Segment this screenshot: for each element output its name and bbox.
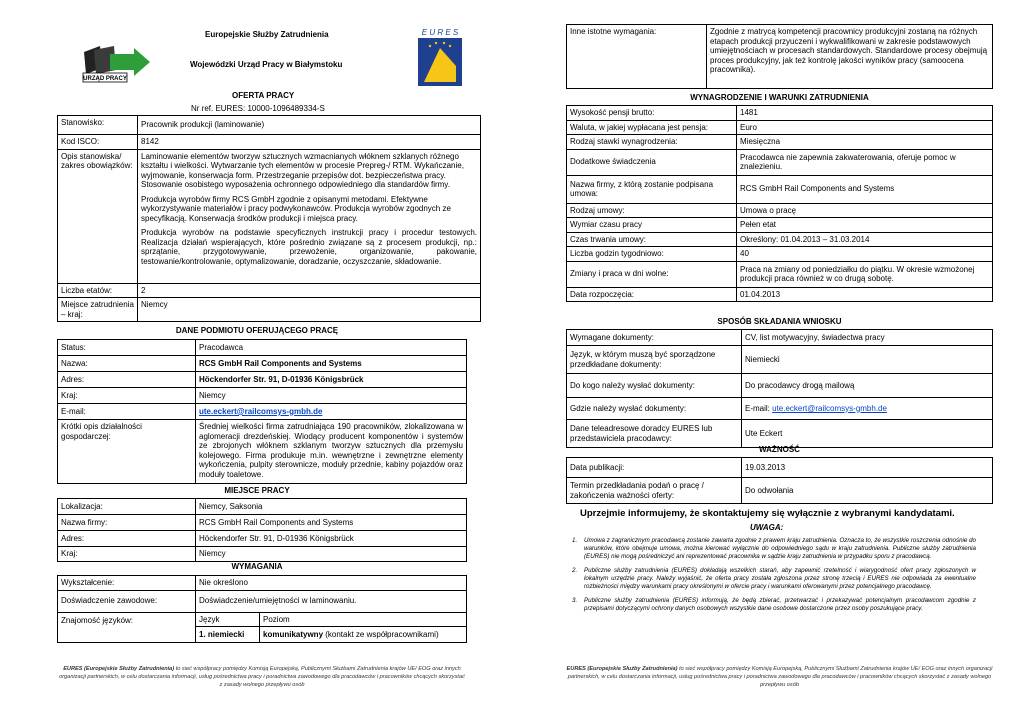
footer-left-rest: to sieć współpracy pomiędzy Komisją Europejską, Publicznymi Służbami Zatrudnienia krajów UE/ EOG oraz innych organizacji partnerskich, w celu dostarczania informacji, usług pośrednictwa pracy i poradnictwa zawodowego dla pracodawców i pracowników chcących skorzystać z zasady wolnego przepływu osób — [59, 666, 465, 688]
deadline-label: Termin przedkładania podań o pracę / zakończenia ważności oferty: — [567, 478, 742, 504]
job-table — [57, 115, 481, 322]
employer-activity-value: Średniej wielkości firma zatrudniająca 190 pracowników, zlokalizowana w aglomeracji drezdeńskiej. Wiodący producent komponentów i systemów ze zbrojonych włóknem szklanym tworzyw sztucznych dla przemysłu kolejowego. Firma produkuje m.in. wewnętrzne i zewnętrzne elementy wykończenia, pulpity sterownicze, moduły przednie, kabiny pojazdów oraz moduły toaletowe. — [196, 420, 467, 484]
workplace-address-value: Höckendorfer Str. 91, D-01936 Königsbrück — [196, 531, 467, 547]
salary-row-label: Czas trwania umowy: — [567, 232, 737, 247]
application-section-title: SPOSÓB SKŁADANIA WNIOSKU — [717, 317, 842, 326]
validity-section-title: WAŻNOŚĆ — [759, 445, 800, 454]
employer-email-link[interactable]: ute.eckert@railcomsys-gmbh.de — [199, 406, 323, 416]
footer-left — [57, 665, 467, 689]
note-3-number: 3. — [572, 597, 578, 604]
note-1-text: Umowa z zagranicznym pracodawcą zostanie zawarta zgodnie z prawem kraju zatrudnienia. Oznacza to, że wszystkie roszczenia odnośnie do warunków, które obejmuje umowa, można kierować wyłącznie do odpowiedniego sądu w kraju zatrudnienia. Publiczne służby zatrudnienia (EURES) nie mogą pośredniczyć ani reprezentować pracownika w sądzie kraju zatrudnienia w przypadku sporu z pracodawcą. — [584, 537, 976, 560]
language-1-level — [260, 627, 467, 643]
position-label: Stanowisko: — [58, 116, 138, 135]
note-2 — [572, 567, 976, 591]
salary-row — [567, 203, 993, 218]
advisor-label: Dane teleadresowe doradcy EURES lub przedstawiciela pracodawcy: — [567, 420, 742, 448]
other-requirements-table — [566, 24, 993, 89]
office-title: Wojewódzki Urząd Pracy w Białymstoku — [190, 60, 343, 69]
salary-row-label: Zmiany i praca w dni wolne: — [567, 261, 737, 287]
employer-address-label: Adres: — [58, 372, 196, 388]
send-to-value: Do pracodawcy drogą mailową — [742, 374, 993, 398]
salary-row-label: Data rozpoczęcia: — [567, 287, 737, 302]
employer-activity-label: Krótki opis działalności gospodarczej: — [58, 420, 196, 484]
urzad-pracy-logo — [80, 44, 152, 84]
employer-address-value: Höckendorfer Str. 91, D-01936 Königsbrück — [196, 372, 467, 388]
employer-section-title: DANE PODMIOTU OFERUJĄCEGO PRACĘ — [175, 326, 339, 335]
salary-row — [567, 247, 993, 262]
contact-notice: Uprzejmie informujemy, że skontaktujemy się wyłącznie z wybranymi kandydatami. — [580, 508, 955, 519]
place-label: Miejsce zatrudnienia – kraj: — [58, 298, 138, 322]
workplace-section-title: MIEJSCE PRACY — [224, 486, 290, 495]
salary-row-label: Wymiar czasu pracy — [567, 218, 737, 233]
note-3-text: Publiczne służby zatrudnienia (EURES) informują, że będą zbierać, przetwarzać i przekazywać potencjalnym pracodawcom zgodnie z przepisami dotyczącymi ochrony danych osobowych wszystkie dane osobowe dostarczone przez osoby poszukujące pracy. — [584, 597, 976, 612]
employer-country-label: Kraj: — [58, 388, 196, 404]
education-value: Nie określono — [196, 576, 467, 591]
note-1-number: 1. — [572, 537, 578, 544]
note-2-text: Publiczne służby zatrudnienia (EURES) dokładają wszelkich starań, aby zapewnić rzetelność i wiarygodność ofert pracy zgłoszonych w lokalnym urzędzie pracy. Należy wyjaśnić, że oferta pracy została zgłoszona przez stronę trzecią i EURES nie odpowiada za ewentualne rozbieżności między warunkami pracy określonymi w ofercie pracy i warunkami oferowanymi przez potencjalnego pracodawcę. — [584, 567, 976, 590]
salary-row — [567, 232, 993, 247]
advisor-value: Ute Eckert — [742, 420, 993, 448]
send-where-email-link[interactable]: ute.eckert@railcomsys-gmbh.de — [772, 403, 887, 413]
docs-label: Wymagane dokumenty: — [567, 330, 742, 346]
footer-right-rest: to sieć współpracy pomiędzy Komisją Europejską, Publicznymi Służbami Zatrudnienia krajów UE/ EOG oraz innych organizacji partnerskich, w celu dostarczania informacji, usług pośrednictwa pracy i poradnictwa zawodowego dla pracodawców i pracowników chcących skorzystać z zasady wolnego przepływu osób — [567, 666, 993, 688]
isco-value: 8142 — [138, 135, 481, 150]
desc-paragraph-3: Produkcja wyrobów na podstawie specyficznych instrukcji pracy i procedur testowych. Realizacja działań wspierających, które pośrednio związane są z procesem produkcji, np.: sprzątanie, przygotowywanie, przewożenie, organizowanie, pakowanie, testowanie/kontrolowanie, optymalizowanie, doradzanie, oczyszczanie, składowanie. — [141, 228, 477, 266]
salary-row-value: Pełen etat — [737, 218, 993, 233]
salary-row-label: Rodzaj stawki wynagrodzenia: — [567, 135, 737, 150]
workplace-location-label: Lokalizacja: — [58, 499, 196, 515]
employer-status-label: Status: — [58, 340, 196, 356]
workplace-company-label: Nazwa firmy: — [58, 515, 196, 531]
level-col-header: Poziom — [260, 612, 467, 627]
publication-date-value: 19.03.2013 — [742, 458, 993, 478]
uwaga-heading: UWAGA: — [750, 523, 784, 532]
salary-section-title: WYNAGRODZENIE I WARUNKI ZATRUDNIENIA — [690, 93, 869, 102]
employer-name-value: RCS GmbH Rail Components and Systems — [196, 356, 467, 372]
other-req-label: Inne istotne wymagania: — [567, 25, 707, 89]
org-title: Europejskie Służby Zatrudnienia — [205, 30, 329, 39]
other-req-value: Zgodnie z matrycą kompetencji pracownicy produkcyjni zostaną na różnych etapach produkcji przyuczeni i wykwalifikowani w zakresie podstawowych umiejętnościach w procesach standardowych. Standardowe procesy obejmują proces produkcyjny, jak też kontrolę jakości wyników pracy (samoocena pracownika). — [707, 25, 993, 89]
salary-row — [567, 120, 993, 135]
salary-row — [567, 218, 993, 233]
salary-row-label: Liczba godzin tygodniowo: — [567, 247, 737, 262]
salary-row-value: Umowa o pracę — [737, 203, 993, 218]
salary-row — [567, 287, 993, 302]
salary-row-value: Pracodawca nie zapewnia zakwaterowania, oferuje pomoc w znalezieniu. — [737, 149, 993, 175]
validity-table — [566, 457, 993, 504]
experience-label: Doświadczenie zawodowe: — [58, 590, 196, 612]
doc-language-label: Język, w którym muszą być sporządzone przedkładane dokumenty: — [567, 346, 742, 374]
workplace-company-value: RCS GmbH Rail Components and Systems — [196, 515, 467, 531]
salary-row — [567, 175, 993, 203]
languages-label: Znajomość języków: — [58, 612, 196, 643]
education-label: Wykształcenie: — [58, 576, 196, 591]
employer-status-value: Pracodawca — [196, 340, 467, 356]
notes-list — [572, 537, 976, 619]
footer-right-bold: EURES (Europejskie Służby Zatrudnienia) — [566, 666, 678, 672]
language-1-level-rest: (kontakt ze współpracownikami) — [323, 629, 439, 639]
salary-row-value: 1481 — [737, 106, 993, 121]
offer-ref: Nr ref. EURES: 10000-1096489334-S — [191, 104, 325, 113]
salary-row-label: Nazwa firmy, z którą zostanie podpisana umowa: — [567, 175, 737, 203]
send-where-prefix: E-mail: — [745, 403, 773, 413]
employer-email-label: E-mail: — [58, 404, 196, 420]
experience-value: Doświadczenie/umiejętności w laminowaniu. — [196, 590, 467, 612]
employer-table — [57, 339, 467, 484]
salary-table — [566, 105, 993, 302]
requirements-table — [57, 575, 467, 643]
salary-row-value: Euro — [737, 120, 993, 135]
desc-label: Opis stanowiska/ zakres obowiązków: — [58, 149, 138, 283]
salary-row-value: Miesięczna — [737, 135, 993, 150]
send-to-label: Do kogo należy wysłać dokumenty: — [567, 374, 742, 398]
urzad-pracy-logo-text: URZĄD PRACY — [83, 76, 127, 82]
deadline-value: Do odwołania — [742, 478, 993, 504]
note-1 — [572, 537, 976, 561]
desc-value — [138, 149, 481, 283]
language-col-header: Język — [196, 612, 260, 627]
salary-row-value: RCS GmbH Rail Components and Systems — [737, 175, 993, 203]
salary-row-value: Określony: 01.04.2013 – 31.03.2014 — [737, 232, 993, 247]
salary-row-label: Rodzaj umowy: — [567, 203, 737, 218]
offer-title: OFERTA PRACY — [232, 91, 295, 100]
application-table — [566, 329, 993, 448]
eures-logo — [416, 26, 464, 88]
desc-paragraph-2: Produkcja wyrobów firmy RCS GmbH zgodnie z opisanymi metodami. Efektywne wykorzystywanie materiałów i pracy podwykonawców. Produkcja wyrobów zgodnych ze specyfikacją. Konserwacja środków produkcji i miejsca pracy. — [141, 194, 451, 223]
place-value: Niemcy — [138, 298, 481, 322]
salary-row — [567, 135, 993, 150]
footer-right — [566, 665, 993, 689]
note-2-number: 2. — [572, 567, 578, 574]
doc-language-value: Niemiecki — [742, 346, 993, 374]
publication-date-label: Data publikacji: — [567, 458, 742, 478]
workplace-table — [57, 498, 467, 562]
salary-row-label: Wysokość pensji brutto: — [567, 106, 737, 121]
send-where-label: Gdzie należy wysłać dokumenty: — [567, 398, 742, 420]
language-1-level-bold: komunikatywny — [263, 629, 324, 639]
requirements-section-title: WYMAGANIA — [231, 562, 283, 571]
position-value: Pracownik produkcji (laminowanie) — [138, 116, 481, 135]
employer-name-label: Nazwa: — [58, 356, 196, 372]
desc-paragraph-1: Laminowanie elementów tworzyw sztucznych wzmacnianych włóknem szklanych różnego kształtu i wielkości. Wytwarzanie tych elementów w procesie Prepreg-/ RTM. Wykańczanie, wyjmowanie, konserwacja form. Przestrzeganie przepisów dot. bezpieczeństwa pracy. Stosowanie osobistego wyposażenia ochronnego odpowiedniego dla standardów firmy. — [141, 151, 464, 189]
docs-value: CV, list motywacyjny, świadectwa pracy — [742, 330, 993, 346]
count-label: Liczba etatów: — [58, 283, 138, 298]
salary-row — [567, 106, 993, 121]
salary-row-value: Praca na zmiany od poniedziałku do piątku. W okresie wzmożonej produkcji praca również w co drugą sobotę. — [737, 261, 993, 287]
note-3 — [572, 597, 976, 613]
workplace-country-label: Kraj: — [58, 547, 196, 562]
workplace-address-label: Adres: — [58, 531, 196, 547]
salary-row-label: Waluta, w jakiej wypłacana jest pensja: — [567, 120, 737, 135]
salary-row-value: 40 — [737, 247, 993, 262]
employer-country-value: Niemcy — [196, 388, 467, 404]
isco-label: Kod ISCO: — [58, 135, 138, 150]
count-value: 2 — [138, 283, 481, 298]
workplace-location-value: Niemcy, Saksonia — [196, 499, 467, 515]
salary-row-label: Dodatkowe świadczenia — [567, 149, 737, 175]
salary-row — [567, 149, 993, 175]
workplace-country-value: Niemcy — [196, 547, 467, 562]
salary-row-value: 01.04.2013 — [737, 287, 993, 302]
right-page — [512, 0, 1024, 724]
footer-left-bold: EURES (Europejskie Służby Zatrudnienia) — [63, 666, 175, 672]
eures-logo-text: E U R E S — [421, 28, 459, 37]
salary-row — [567, 261, 993, 287]
language-1: 1. niemiecki — [196, 627, 260, 643]
